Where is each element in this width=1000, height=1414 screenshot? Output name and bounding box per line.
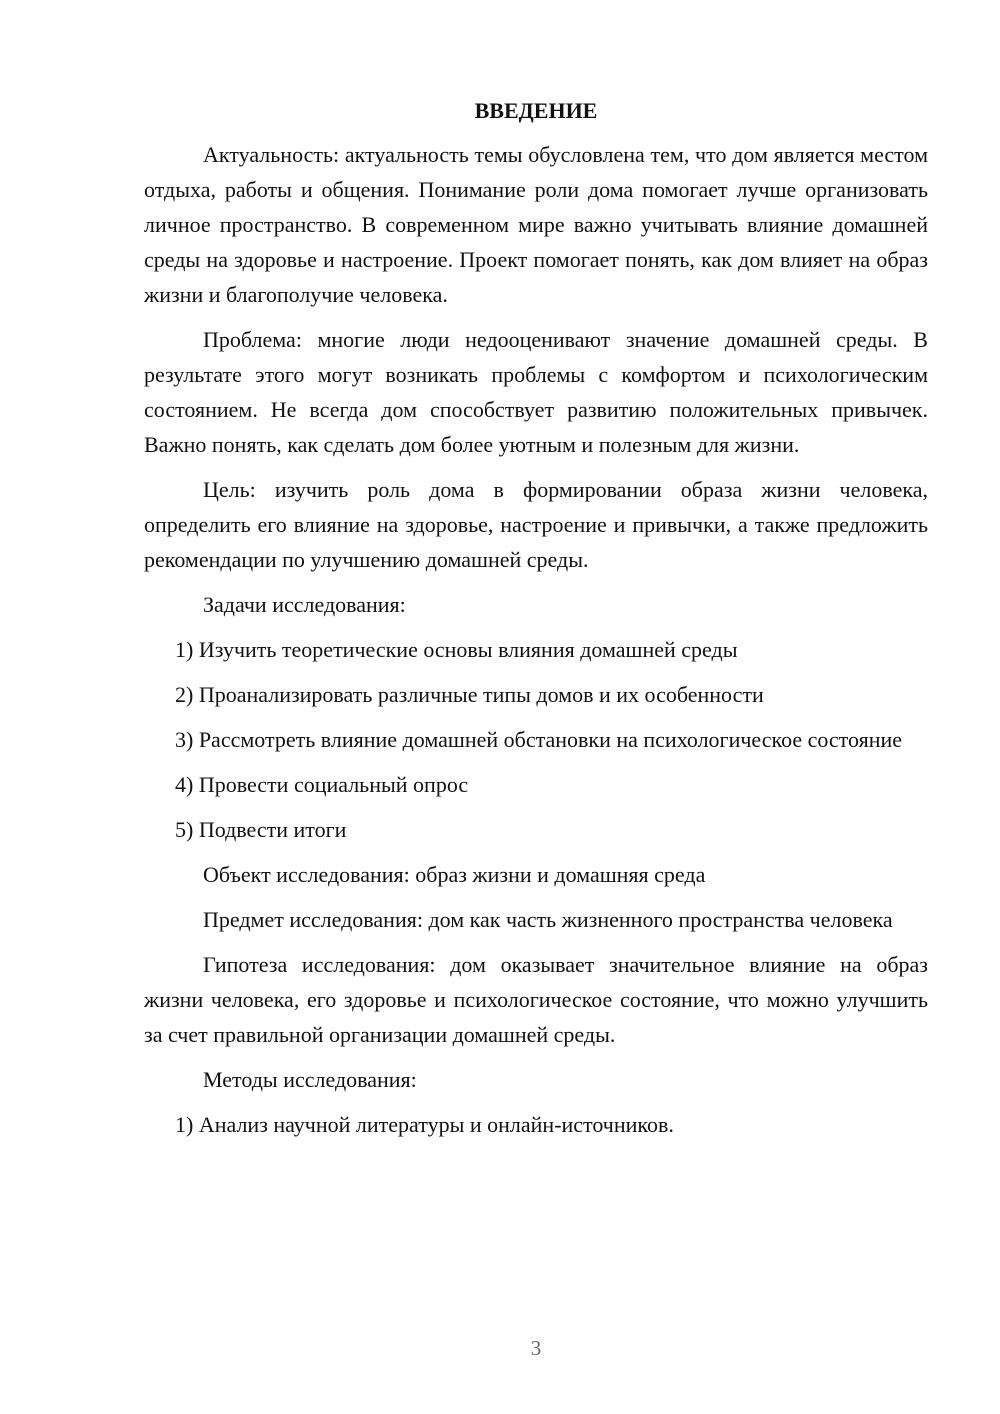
task-item-5: 5) Подвести итоги xyxy=(175,817,347,842)
paragraph-hypothesis: Гипотеза исследования: дом оказывает значительное влияние на образ жизни человека, его здоровье и психологическое состояние, что можно улучшить за счет правильной организации домашней среды. xyxy=(144,952,928,1047)
paragraph-goal: Цель: изучить роль дома в формировании образа жизни человека, определить его влияние на здоровье, настроение и привычки, а также предложить рекомендации по улучшению домашней среды. xyxy=(144,477,928,572)
section-title: ВВЕДЕНИЕ xyxy=(474,98,598,123)
paragraph-subject: Предмет исследования: дом как часть жизненного пространства человека xyxy=(203,907,893,932)
task-item-2: 2) Проанализировать различные типы домов и их особенности xyxy=(175,682,764,707)
methods-heading: Методы исследования: xyxy=(203,1067,417,1092)
paragraph-object: Объект исследования: образ жизни и домашняя среда xyxy=(203,862,706,887)
page-number: 3 xyxy=(530,1336,542,1360)
task-item-4: 4) Провести социальный опрос xyxy=(175,772,469,797)
task-item-3: 3) Рассмотреть влияние домашней обстановки на психологическое состояние xyxy=(175,727,903,752)
paragraph-problem: Проблема: многие люди недооценивают значение домашней среды. В результате этого могут возникать проблемы с комфортом и психологическим состоянием. Не всегда дом способствует развитию положительных привычек. Важно понять, как сделать дом более уютным и полезным для жизни. xyxy=(144,327,928,457)
tasks-heading: Задачи исследования: xyxy=(203,592,406,617)
paragraph-relevance: Актуальность: актуальность темы обусловлена тем, что дом является местом отдыха, работы и общения. Понимание роли дома помогает лучше организовать личное пространство. В современном мире важно учитывать влияние домашней среды на здоровье и настроение. Проект помогает понять, как дом влияет на образ жизни и благополучие человека. xyxy=(144,142,928,307)
document-page xyxy=(144,96,928,1152)
task-item-1: 1) Изучить теоретические основы влияния домашней среды xyxy=(175,637,738,662)
method-item-1: 1) Анализ научной литературы и онлайн-источников. xyxy=(175,1112,674,1137)
